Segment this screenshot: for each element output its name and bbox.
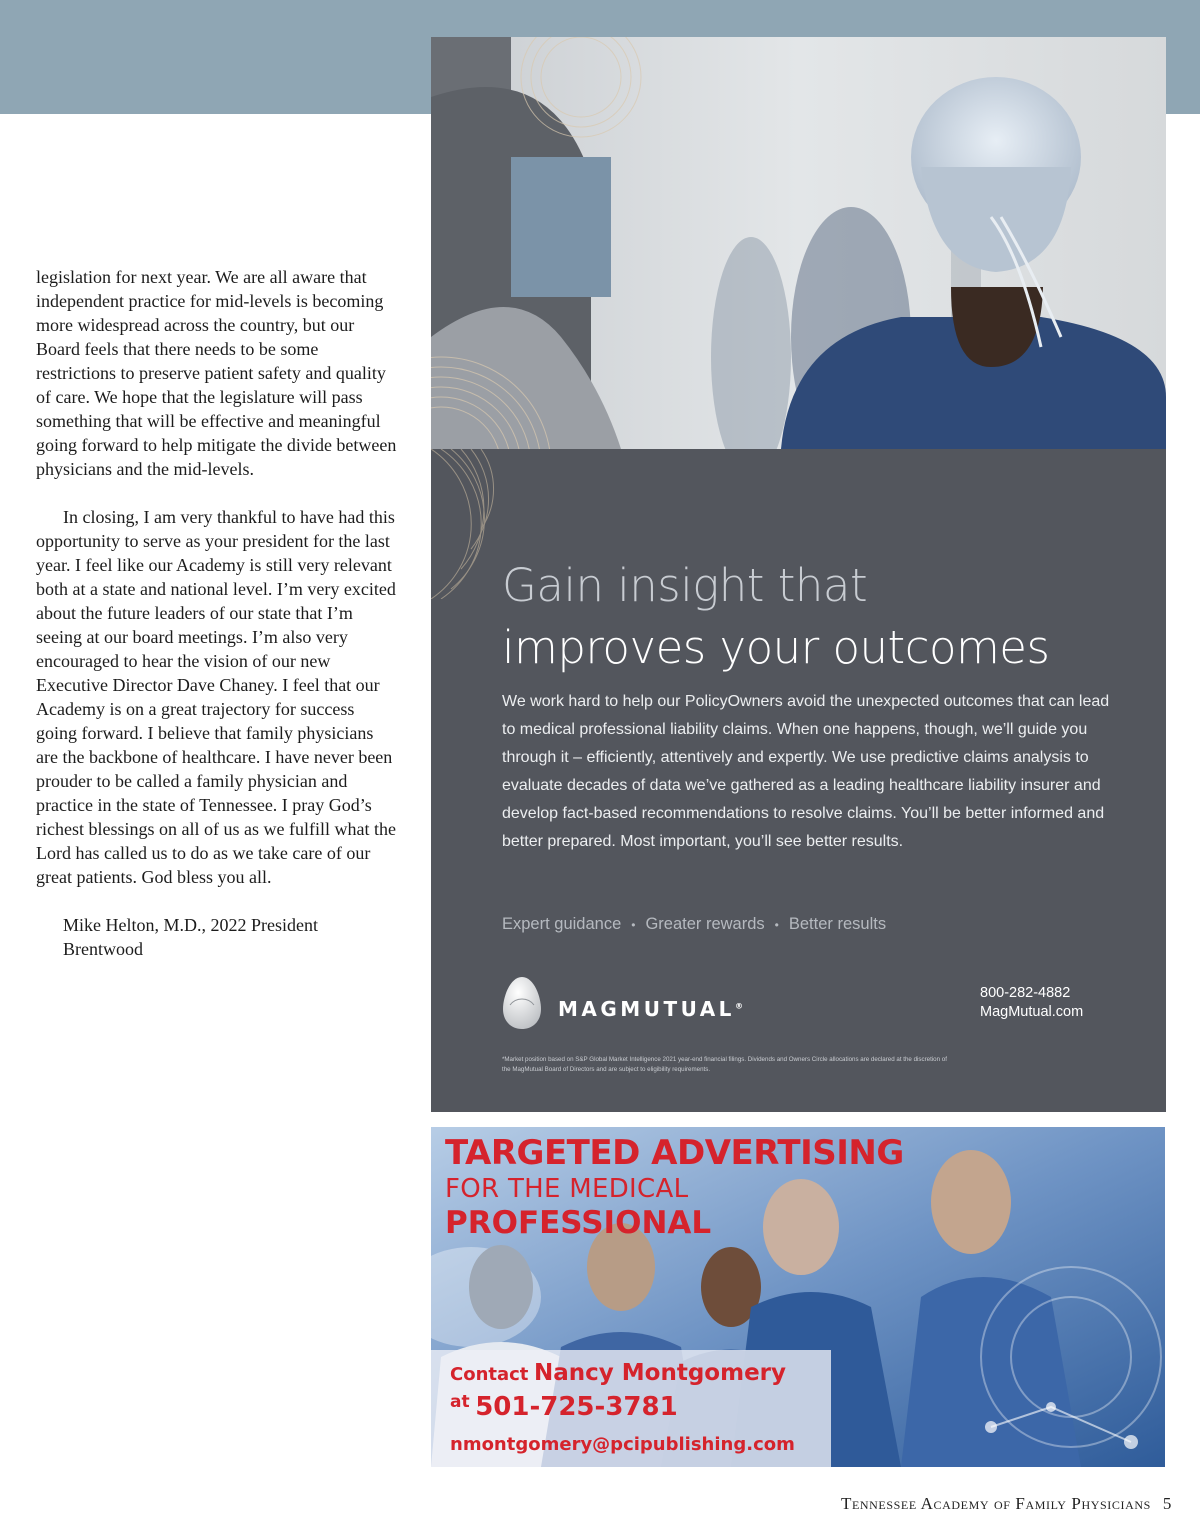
bullet-separator: • — [774, 917, 779, 932]
tagline-item: Greater rewards — [645, 915, 765, 933]
article-column — [36, 265, 398, 961]
contact-at: at — [450, 1392, 470, 1412]
contact-email-link[interactable]: nmontgomery@pcipublishing.com — [450, 1434, 795, 1455]
targeted-advertising-ad[interactable] — [431, 1127, 1165, 1467]
contact-prefix: Contact — [450, 1364, 529, 1385]
publication-name: Tennessee Academy of Family Physicians — [840, 1494, 1151, 1513]
ad-phone: 800-282-4882 — [980, 985, 1071, 1001]
tagline-item: Expert guidance — [502, 915, 622, 933]
tagline-item: Better results — [788, 915, 887, 933]
ad-contact-info — [980, 984, 1083, 1022]
page-number: 5 — [1162, 1494, 1172, 1513]
contact-name: Nancy Montgomery — [534, 1360, 787, 1386]
author-name: Mike Helton, M.D., 2022 President — [63, 915, 318, 935]
ad2-headline-2: FOR THE MEDICAL — [445, 1174, 689, 1204]
contact-name-line — [450, 1360, 786, 1386]
surgeon-photo — [431, 37, 1166, 449]
ad2-contact-panel — [431, 1350, 831, 1467]
article-paragraph: In closing, I am very thankful to have had this opportunity to serve as your president for the last year. I feel like our Academy is still very relevant both at a state and national level. I’m very excited about the future leaders of our state that I’m seeing at our board meetings. I’m also very encouraged to hear the vision of our new Executive Director Dave Chaney. I feel that our Academy is on a great trajectory for success going forward. I believe that family physicians are the backbone of healthcare. I have never been prouder to be called a family physician and practice in the state of Tennessee. I pray God’s richest blessings on all of us as we fulfill what the Lord has called us to do as we take care of our great patients. God bless you all. — [36, 507, 396, 887]
bullet-separator: • — [631, 917, 636, 932]
contact-phone-line — [450, 1392, 678, 1422]
author-city: Brentwood — [63, 939, 143, 959]
magmutual-logo-text: MAGMUTUAL® — [558, 997, 743, 1021]
ad-body-text: We work hard to help our PolicyOwners avoid the unexpected outcomes that can lead to medical professional liability claims. When one happens, though, we’ll guide you through it – efficiently, attentively and expertly. We use predictive claims analysis to evaluate decades of data we’ve gathered as a leading healthcare liability insurer and develop fact-based recommendations to resolve claims. You’ll be better informed and better prepared. Most important, you’ll see better results. — [502, 693, 1110, 850]
ad-headline — [502, 555, 1049, 679]
headline-line-2: improves your outcomes — [502, 621, 1050, 674]
ad2-headline-3: PROFESSIONAL — [445, 1205, 712, 1241]
headline-line-1: Gain insight that — [502, 559, 868, 612]
ad-website-link[interactable]: MagMutual.com — [980, 1004, 1084, 1020]
magmutual-logo-icon — [502, 975, 542, 1031]
author-signature — [36, 913, 398, 961]
ad2-headline-1: TARGETED ADVERTISING — [445, 1133, 904, 1173]
page-footer — [841, 1494, 1172, 1514]
magmutual-advertisement[interactable] — [431, 37, 1166, 1112]
surgeon-illustration — [431, 37, 1166, 449]
ad-taglines — [502, 915, 886, 934]
ad-disclaimer: *Market position based on S&P Global Market Intelligence 2021 year-end financial filings. Dividends and Owners Circle allocations are declared at the discretion of the MagMutual Board of Directors and are subject to eligibility requirements. — [502, 1056, 947, 1073]
contact-phone: 501-725-3781 — [475, 1392, 678, 1422]
article-paragraph: legislation for next year. We are all aware that independent practice for mid-levels is becoming more widespread across the country, but our Board feels that there needs to be some restrictions to preserve patient safety and quality of care. We hope that the legislature will pass something that will be effective and meaningful going forward to help mitigate the divide between physicians and the mid-levels. — [36, 267, 397, 479]
